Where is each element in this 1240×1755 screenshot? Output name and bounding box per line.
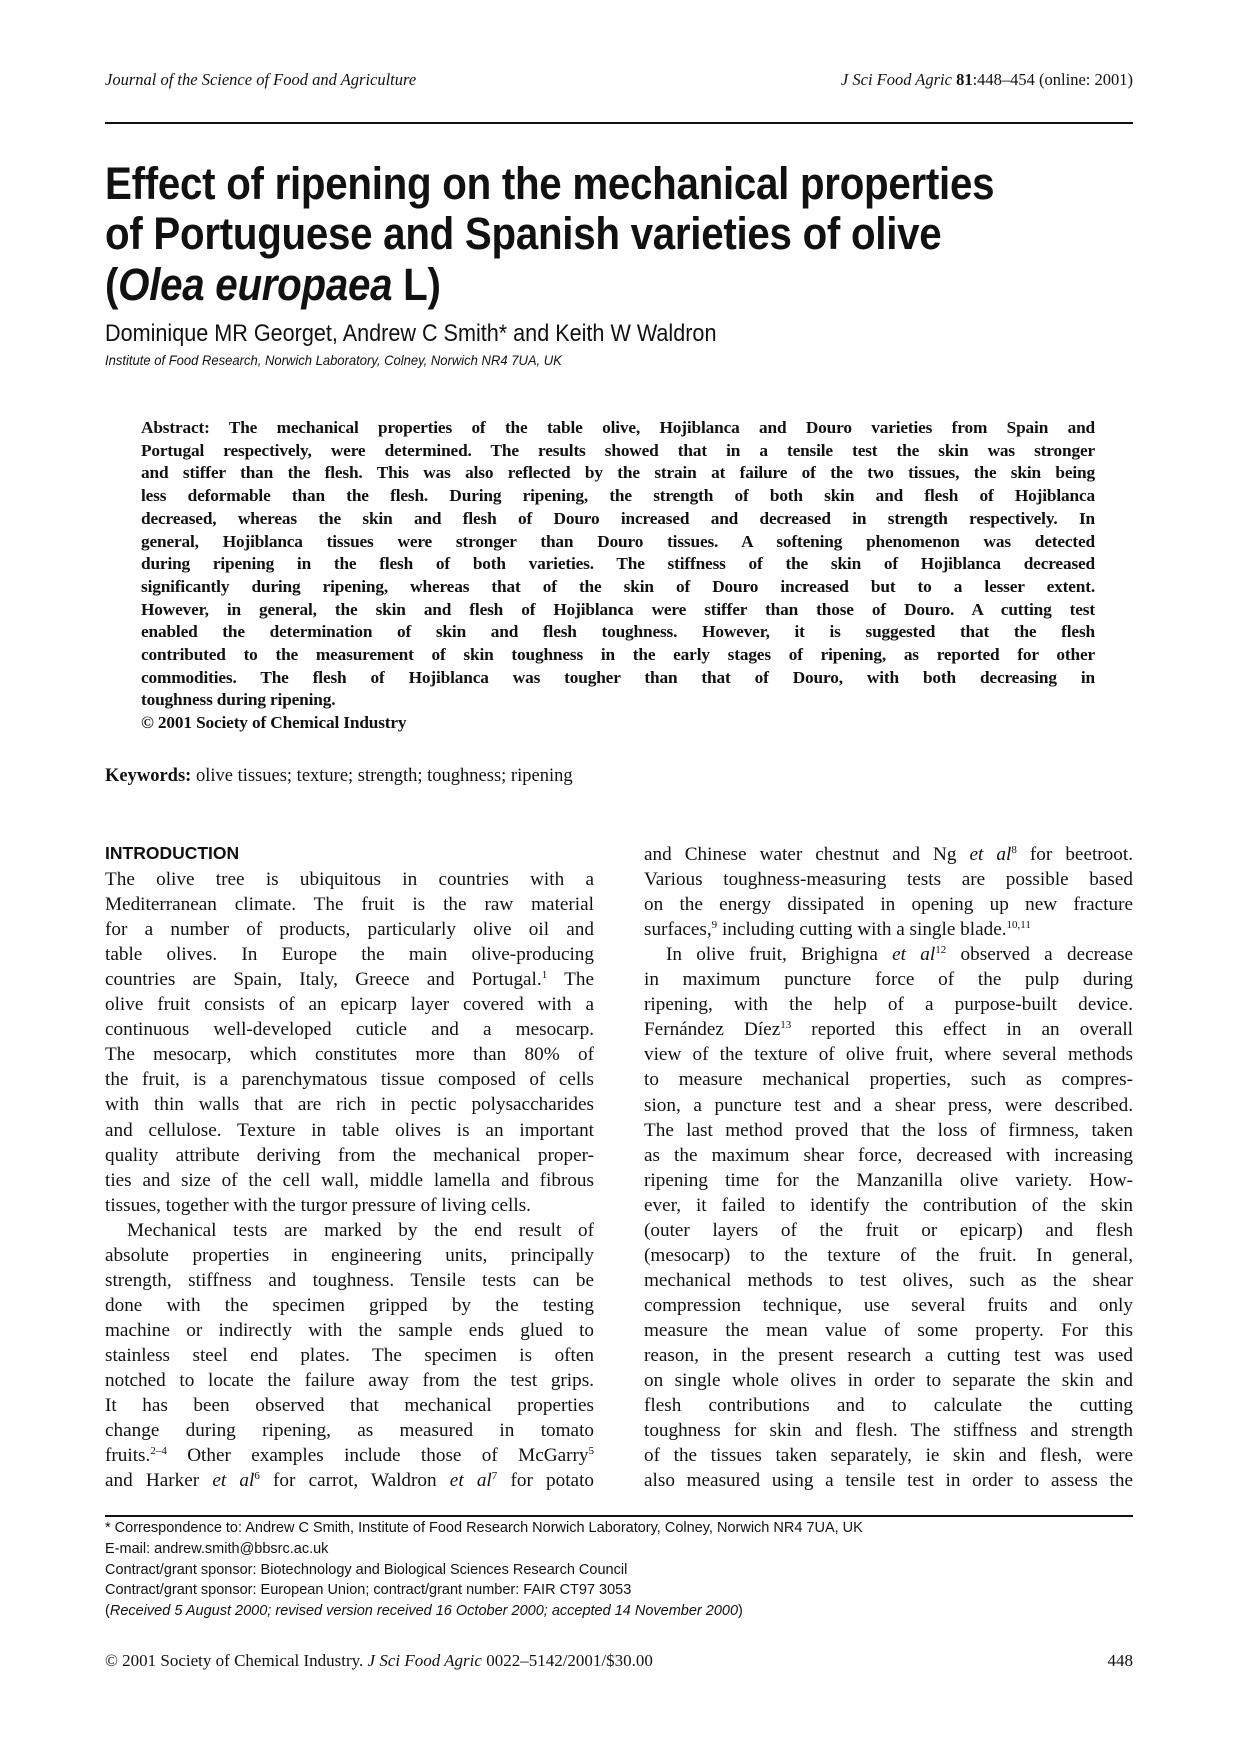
text-run: (outer layers of the fruit or epicarp) and flesh	[644, 1219, 1133, 1241]
abstract-line	[141, 689, 1095, 711]
body-line	[644, 1093, 1133, 1118]
text-run: for carrot, Waldron	[259, 1470, 450, 1492]
text-run: stainless steel end plates. The specimen is often	[105, 1344, 594, 1366]
body-line	[105, 1042, 594, 1067]
body-line	[644, 1368, 1133, 1393]
text-run: view of the texture of olive fruit, where several methods	[644, 1044, 1133, 1066]
citation-journal: J Sci Food Agric	[840, 70, 957, 89]
text-run: the fruit, is a parenchymatous tissue composed of cells	[105, 1069, 594, 1091]
running-head-citation	[841, 70, 1133, 90]
text-run: ripening, with the help of a purpose-built device.	[644, 994, 1133, 1016]
abstract-line	[141, 599, 1095, 621]
body-line	[644, 1418, 1133, 1443]
body-line	[644, 867, 1133, 892]
abstract-line	[141, 508, 1095, 530]
text-run: sion, a puncture test and a shear press, were described.	[644, 1094, 1133, 1116]
text-run: surfaces,	[644, 919, 712, 941]
text-run: general, Hojiblanca tissues were stronger than Douro tissues. A softening phenomenon was detected	[141, 531, 1095, 551]
text-run: less deformable than the flesh. During ripening, the strength of both skin and flesh of Hojiblanca	[141, 486, 1095, 506]
received-dates: Received 5 August 2000; revised version received 16 October 2000; accepted 14 November 2000	[109, 1603, 739, 1619]
body-line	[105, 1393, 594, 1418]
body-line	[644, 1468, 1133, 1493]
text-run: tissues, together with the turgor pressure of living cells.	[105, 1194, 531, 1216]
citation-superscript: 6	[254, 1470, 260, 1483]
text-run: on the energy dissipated in opening up new fracture	[644, 894, 1133, 916]
text-run: Abstract: The mechanical properties of the table olive, Hojiblanca and Douro varieties from Spain and	[141, 418, 1095, 437]
body-line	[105, 1067, 594, 1092]
body-line	[644, 1443, 1133, 1468]
citation-pages: :448–454 (online: 2001)	[972, 70, 1133, 89]
body-line	[644, 992, 1133, 1017]
text-run: countries are Spain, Italy, Greece and Portugal.	[105, 969, 542, 991]
body-line	[644, 1343, 1133, 1368]
text-run: It has been observed that mechanical properties	[105, 1395, 594, 1417]
text-run: to measure mechanical properties, such as compres-	[644, 1069, 1133, 1091]
body-line	[105, 1293, 594, 1318]
body-line	[644, 1168, 1133, 1193]
body-line	[105, 1343, 594, 1368]
text-run: Portugal respectively, were determined. The results showed that in a tensile test the skin was stronger	[141, 440, 1095, 460]
body-line	[105, 1468, 594, 1493]
text-run: done with the specimen gripped by the testing	[105, 1294, 594, 1316]
citation-superscript: 1	[541, 969, 548, 982]
footnote-received	[105, 1603, 743, 1619]
text-run: significantly during ripening, whereas that of the skin of Douro increased but to a lesser extent.	[141, 576, 1095, 596]
body-line	[644, 1218, 1133, 1243]
text-run: The	[547, 969, 595, 991]
body-line	[105, 1368, 594, 1393]
text-run: commodities. The flesh of Hojiblanca was tougher than that of Douro, with both decreasing in	[141, 667, 1095, 687]
body-line	[105, 992, 594, 1017]
text-run: Mechanical tests are marked by the end result of	[127, 1219, 594, 1241]
footer-copyright-text: © 2001 Society of Chemical Industry.	[105, 1651, 368, 1670]
text-run: for beetroot.	[1016, 844, 1133, 865]
keywords-text: olive tissues; texture; strength; toughness; ripening	[191, 766, 573, 786]
title-paren-close: L)	[392, 259, 441, 310]
body-line	[105, 1243, 594, 1268]
body-line	[644, 1393, 1133, 1418]
italic-run: et al	[449, 1470, 492, 1492]
body-line	[105, 1268, 594, 1293]
body-line	[105, 942, 594, 967]
text-run: toughness during ripening.	[141, 690, 336, 710]
body-line	[644, 1293, 1133, 1318]
text-run: reason, in the present research a cutting test was used	[644, 1345, 1133, 1366]
text-run: continuous well-developed cuticle and a mesocarp.	[105, 1019, 594, 1041]
footnote-rule	[105, 1515, 1133, 1517]
text-run: compression technique, use several fruits and only	[644, 1294, 1133, 1316]
body-line	[105, 1118, 594, 1143]
body-line	[105, 1092, 594, 1117]
text-run: Various toughness-measuring tests are possible based	[644, 869, 1133, 891]
abstract-line	[141, 462, 1095, 484]
text-run: change during ripening, as measured in tomato	[105, 1420, 594, 1442]
body-line	[105, 867, 594, 892]
header-rule	[105, 122, 1133, 124]
text-run: as the maximum shear force, decreased with increasing	[644, 1144, 1133, 1166]
abstract-line	[141, 417, 1095, 439]
body-line	[644, 1042, 1133, 1067]
text-run: The olive tree is ubiquitous in countries with a	[105, 869, 594, 890]
body-line	[105, 1143, 594, 1168]
body-line	[105, 1017, 594, 1042]
citation-volume: 81	[956, 70, 973, 89]
page-number: 448	[1107, 1651, 1133, 1670]
body-line	[644, 1067, 1133, 1092]
italic-run: et al	[212, 1470, 255, 1492]
abstract-line	[141, 621, 1095, 643]
abstract-line	[141, 712, 1095, 734]
text-run: for a number of products, particularly olive oil and	[105, 919, 594, 941]
article-title-line-2: of Portuguese and Spanish varieties of olive	[105, 208, 942, 259]
text-run: and cellulose. Texture in table olives is an important	[105, 1119, 594, 1141]
citation-superscript: 10,11	[1006, 919, 1031, 932]
received-paren-close: )	[738, 1603, 743, 1619]
article-title-line-3	[105, 260, 441, 310]
text-run: strength, stiffness and toughness. Tensile tests can be	[105, 1269, 594, 1291]
body-line	[105, 892, 594, 917]
text-run: and Harker	[105, 1470, 213, 1492]
text-run: on single whole olives in order to separate the skin and	[644, 1370, 1133, 1392]
body-line	[644, 892, 1133, 917]
text-run: ever, it failed to identify the contribution of the skin	[644, 1194, 1133, 1216]
text-run: Mediterranean climate. The fruit is the raw material	[105, 894, 594, 916]
text-run: with thin walls that are rich in pectic polysaccharides	[105, 1094, 594, 1116]
text-run: also measured using a tensile test in order to assess the	[644, 1470, 1133, 1492]
abstract-line	[141, 553, 1095, 575]
affiliation: Institute of Food Research, Norwich Laboratory, Colney, Norwich NR4 7UA, UK	[105, 352, 562, 368]
citation-superscript: 9	[711, 919, 718, 932]
italic-run: et al	[892, 944, 936, 966]
text-run: reported this effect in an overall	[791, 1019, 1133, 1041]
body-line	[644, 967, 1133, 992]
text-run: measure the mean value of some property. For this	[644, 1319, 1133, 1341]
keywords	[105, 766, 573, 787]
footnote-sponsor-2: Contract/grant sponsor: European Union; contract/grant number: FAIR CT97 3053	[105, 1582, 632, 1598]
abstract-line	[141, 644, 1095, 666]
text-run: © 2001 Society of Chemical Industry	[141, 713, 407, 733]
footer-issn: 0022–5142/2001/$30.00	[481, 1651, 653, 1670]
footnote-email[interactable]: E-mail: andrew.smith@bbsrc.ac.uk	[105, 1541, 329, 1557]
article-title-line-1: Effect of ripening on the mechanical properties	[105, 158, 995, 209]
body-line	[105, 1193, 594, 1218]
footnote-sponsor-1: Contract/grant sponsor: Biotechnology and Biological Sciences Research Council	[105, 1562, 628, 1578]
text-run: including cutting with a single blade.	[717, 919, 1007, 941]
text-run: enabled the determination of skin and flesh toughness. However, it is suggested that the flesh	[141, 622, 1095, 642]
text-run: observed a decrease	[946, 944, 1133, 966]
text-run: (mesocarp) to the texture of the fruit. In general,	[644, 1244, 1133, 1266]
text-run: table olives. In Europe the main olive-producing	[105, 944, 594, 966]
body-line	[105, 1168, 594, 1193]
text-run: machine or indirectly with the sample ends glued to	[105, 1319, 594, 1341]
citation-superscript: 12	[935, 944, 947, 957]
text-run: of the tissues taken separately, ie skin and flesh, were	[644, 1445, 1133, 1467]
text-run: olive fruit consists of an epicarp layer covered with a	[105, 994, 594, 1016]
citation-superscript: 8	[1011, 844, 1017, 856]
abstract-line	[141, 667, 1095, 689]
citation-superscript: 2–4	[150, 1445, 167, 1458]
body-line	[644, 1193, 1133, 1218]
body-line	[105, 1318, 594, 1343]
body-line	[105, 917, 594, 942]
text-run: The mesocarp, which constitutes more than 80% of	[105, 1044, 594, 1066]
body-line	[644, 1143, 1133, 1168]
abstract-line	[141, 576, 1095, 598]
citation-superscript: 5	[588, 1445, 594, 1458]
title-paren-open: (	[105, 259, 119, 310]
received-paren-open: (	[105, 1603, 110, 1619]
footnote-correspondence: * Correspondence to: Andrew C Smith, Institute of Food Research Norwich Laboratory, Colney, Norwich NR4 7UA, UK	[105, 1520, 863, 1536]
citation-superscript: 13	[780, 1019, 792, 1032]
text-run: ripening time for the Manzanilla olive variety. How-	[644, 1169, 1133, 1191]
body-line	[105, 1218, 594, 1243]
text-run: The last method proved that the loss of firmness, taken	[644, 1119, 1133, 1141]
abstract-line	[141, 440, 1095, 462]
body-line	[644, 1017, 1133, 1042]
text-run: toughness for skin and flesh. The stiffness and strength	[644, 1420, 1133, 1442]
text-run: absolute properties in engineering units, principally	[105, 1244, 594, 1266]
authors: Dominique MR Georget, Andrew C Smith* and Keith W Waldron	[105, 320, 717, 347]
title-species: Olea europaea	[118, 259, 393, 310]
body-line	[644, 1243, 1133, 1268]
body-line	[644, 842, 1133, 867]
citation-superscript: 7	[491, 1470, 498, 1483]
running-head-journal: Journal of the Science of Food and Agriculture	[105, 70, 417, 89]
text-run: Other examples include those of McGarry	[166, 1445, 589, 1467]
text-run: for potato	[497, 1470, 594, 1492]
body-line	[644, 1118, 1133, 1143]
footer-journal: J Sci Food Agric	[367, 1651, 482, 1670]
text-run: decreased, whereas the skin and flesh of Douro increased and decreased in strength respectively. In	[141, 508, 1095, 528]
abstract-line	[141, 531, 1095, 553]
body-line	[644, 1318, 1133, 1343]
body-line	[644, 1268, 1133, 1293]
text-run: In olive fruit, Brighigna	[666, 944, 893, 966]
text-run: flesh contributions and to calculate the cutting	[644, 1395, 1133, 1417]
footer-copyright	[105, 1651, 653, 1671]
keywords-label: Keywords:	[105, 766, 192, 786]
body-line	[644, 942, 1133, 967]
text-run: and stiffer than the flesh. This was also reflected by the strain at failure of the two tissues, the skin being	[141, 463, 1095, 483]
text-run: contributed to the measurement of skin toughness in the early stages of ripening, as reported for other	[141, 645, 1095, 664]
body-line	[105, 1418, 594, 1443]
text-run: and Chinese water chestnut and Ng	[644, 844, 970, 865]
text-run: Fernández Díez	[644, 1019, 781, 1041]
abstract-line	[141, 485, 1095, 507]
text-run: fruits.	[105, 1445, 151, 1467]
section-heading-introduction: INTRODUCTION	[105, 843, 240, 863]
body-line	[105, 967, 594, 992]
text-run: ties and size of the cell wall, middle lamella and fibrous	[105, 1169, 594, 1191]
text-run: during ripening in the flesh of both varieties. The stiffness of the skin of Hojiblanca decreased	[141, 554, 1095, 574]
text-run: mechanical methods to test olives, such as the shear	[644, 1269, 1133, 1291]
text-run: However, in general, the skin and flesh of Hojiblanca were stiffer than those of Douro. A cutting test	[141, 599, 1095, 619]
text-run: notched to locate the failure away from the test grips.	[105, 1370, 594, 1391]
italic-run: et al	[969, 844, 1012, 865]
body-line	[644, 917, 1133, 942]
text-run: in maximum puncture force of the pulp during	[644, 969, 1133, 991]
body-line	[105, 1443, 594, 1468]
text-run: quality attribute deriving from the mechanical proper-	[105, 1144, 594, 1166]
